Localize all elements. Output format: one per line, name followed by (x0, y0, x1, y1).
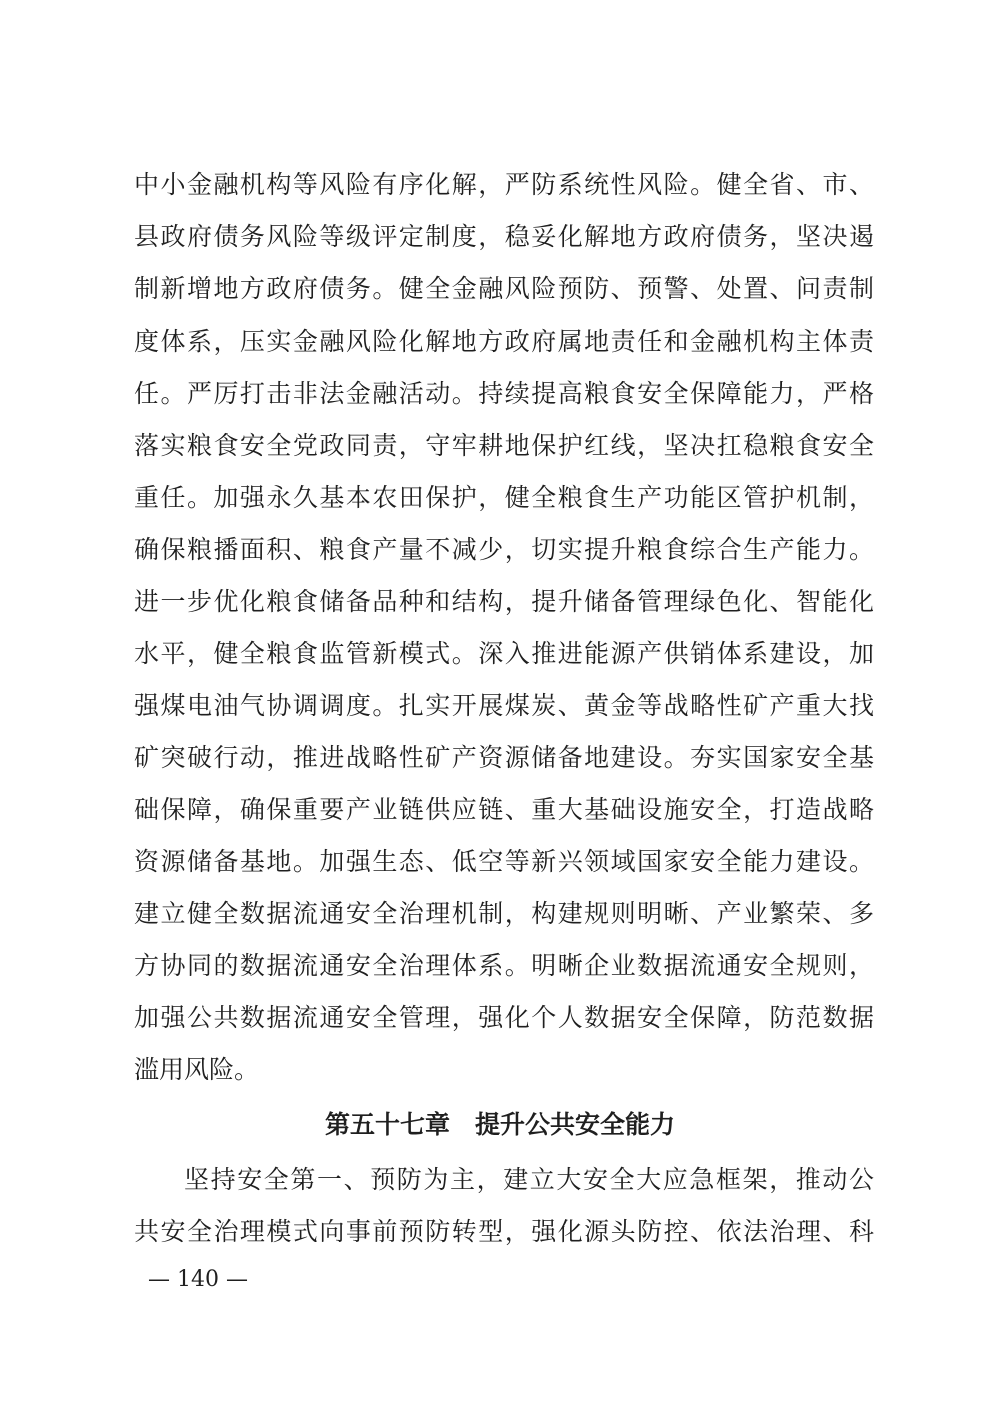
paragraph-line: 强煤电油气协调调度。扎实开展煤炭、黄金等战略性矿产重大找 (134, 691, 874, 720)
paragraph-line: 矿突破行动，推进战略性矿产资源储备地建设。夯实国家安全基 (134, 743, 874, 772)
paragraph-line: 加强公共数据流通安全管理，强化个人数据安全保障，防范数据 (134, 1003, 874, 1032)
paragraph-line: 确保粮播面积、粮食产量不减少，切实提升粮食综合生产能力。 (134, 535, 874, 564)
paragraph-line: 方协同的数据流通安全治理体系。明晰企业数据流通安全规则， (134, 951, 874, 980)
paragraph-line: 资源储备基地。加强生态、低空等新兴领域国家安全能力建设。 (134, 847, 874, 876)
paragraph-line: 任。严厉打击非法金融活动。持续提高粮食安全保障能力，严格 (134, 379, 874, 408)
paragraph-line: 落实粮食安全党政同责，守牢耕地保护红线，坚决扛稳粮食安全 (134, 431, 874, 460)
paragraph-line: 制新增地方政府债务。健全金融风险预防、预警、处置、问责制 (134, 274, 874, 303)
paragraph-line: 度体系，压实金融风险化解地方政府属地责任和金融机构主体责 (134, 327, 874, 356)
paragraph-line: 建立健全数据流通安全治理机制，构建规则明晰、产业繁荣、多 (134, 899, 874, 928)
paragraph-line: 水平，健全粮食监管新模式。深入推进能源产供销体系建设，加 (134, 639, 874, 668)
paragraph-line: 重任。加强永久基本农田保护，健全粮食生产功能区管护机制， (134, 483, 874, 512)
paragraph-line: 中小金融机构等风险有序化解，严防系统性风险。健全省、市、 (134, 170, 874, 199)
paragraph-line: 共安全治理模式向事前预防转型，强化源头防控、依法治理、科 (134, 1217, 874, 1246)
paragraph-line: 滥用风险。 (134, 1055, 260, 1084)
chapter-title: 第五十七章 提升公共安全能力 (324, 1110, 675, 1139)
paragraph-line: 进一步优化粮食储备品种和结构，提升储备管理绿色化、智能化 (134, 587, 874, 616)
page-number: — 140 — (148, 1267, 248, 1292)
paragraph-line: 坚持安全第一、预防为主，建立大安全大应急框架，推动公 (184, 1165, 874, 1194)
paragraph-line: 础保障，确保重要产业链供应链、重大基础设施安全，打造战略 (134, 795, 874, 824)
paragraph-line: 县政府债务风险等级评定制度，稳妥化解地方政府债务，坚决遏 (134, 222, 874, 251)
